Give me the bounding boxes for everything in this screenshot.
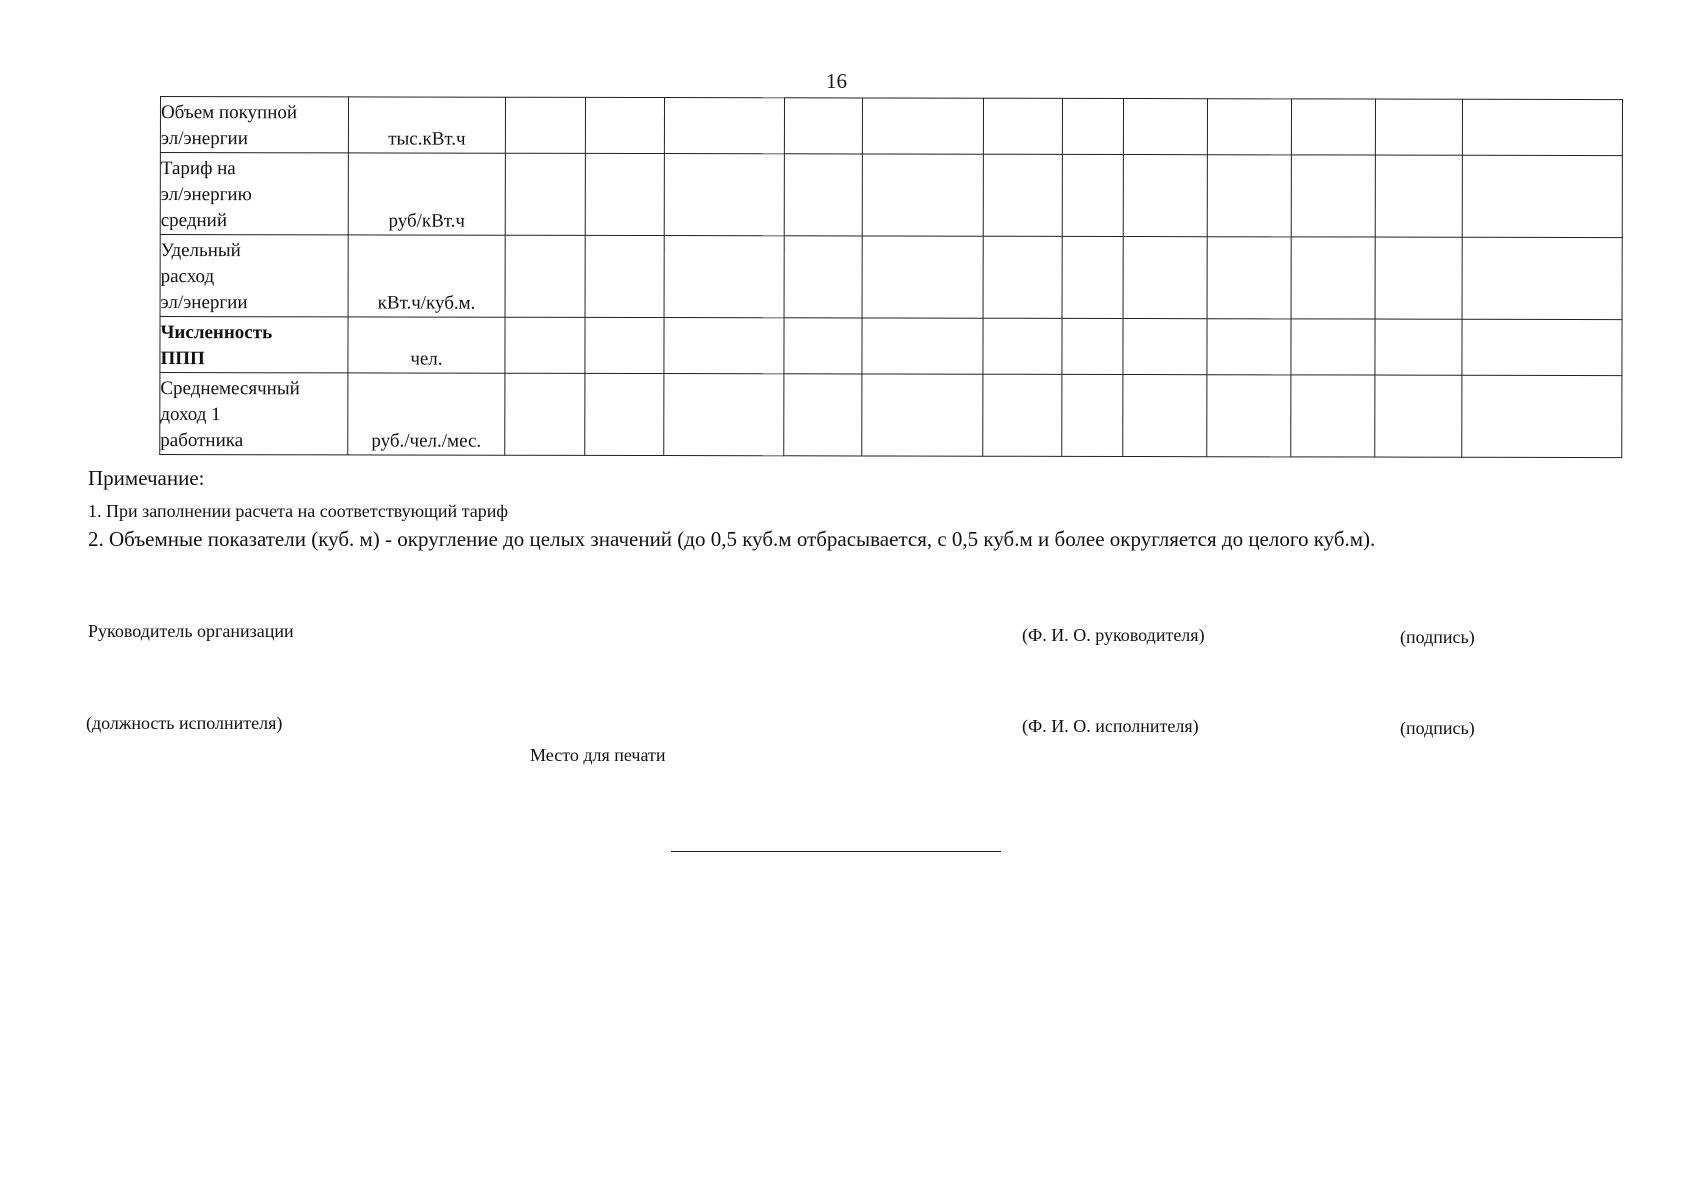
table-row (160, 97, 1622, 156)
empty-value-cell (784, 374, 862, 456)
stamp-place: Место для печати (530, 745, 666, 765)
row-label-line: работника (160, 430, 244, 452)
empty-value-cell (1291, 155, 1375, 237)
table-row (160, 317, 1622, 376)
empty-value-cell (505, 153, 585, 235)
row-unit: руб/кВт.ч (348, 153, 505, 235)
empty-value-cell (1207, 237, 1291, 319)
row-label (160, 153, 348, 235)
empty-value-cell (585, 153, 664, 235)
empty-value-cell (1462, 237, 1622, 319)
empty-value-cell (784, 236, 862, 318)
empty-value-cell (1375, 155, 1462, 237)
empty-value-cell (1062, 98, 1123, 154)
empty-value-cell (664, 318, 784, 374)
empty-value-cell (983, 98, 1062, 154)
empty-value-cell (505, 317, 585, 373)
row-label (160, 317, 348, 373)
empty-value-cell (862, 318, 983, 374)
empty-value-cell (1123, 375, 1207, 457)
row-unit: тыс.кВт.ч (348, 97, 505, 153)
empty-value-cell (585, 317, 664, 373)
empty-value-cell (505, 373, 585, 455)
empty-value-cell (1375, 99, 1462, 155)
executor-position-placeholder: (должность исполнителя) (86, 713, 283, 733)
page-number: 16 (826, 69, 847, 93)
empty-value-cell (983, 374, 1062, 456)
row-label-line: средний (160, 210, 228, 232)
empty-value-cell (1375, 319, 1462, 375)
empty-value-cell (664, 236, 784, 318)
empty-value-cell (1062, 154, 1123, 236)
empty-value-cell (1207, 155, 1291, 237)
row-unit: кВт.ч/куб.м. (348, 235, 505, 317)
empty-value-cell (983, 318, 1062, 374)
empty-value-cell (1207, 99, 1291, 155)
head-label: Руководитель организации (88, 621, 294, 641)
table-row (160, 235, 1622, 320)
empty-value-cell (1123, 237, 1207, 319)
empty-value-cell (1123, 319, 1207, 375)
empty-value-cell (784, 318, 862, 374)
empty-value-cell (983, 154, 1062, 236)
table-row (160, 153, 1622, 238)
empty-value-cell (585, 373, 664, 455)
executor-name-placeholder: (Ф. И. О. исполнителя) (1022, 716, 1199, 736)
empty-value-cell (862, 154, 983, 236)
empty-value-cell (1375, 237, 1462, 319)
empty-value-cell (585, 235, 664, 317)
closing-rule (671, 851, 1001, 852)
empty-value-cell (1291, 99, 1375, 155)
row-label-line: Тариф на (160, 158, 236, 180)
note-title: Примечание: (88, 466, 205, 490)
executor-signature-placeholder: (подпись) (1400, 718, 1475, 738)
empty-value-cell (505, 97, 585, 153)
empty-value-cell (1062, 236, 1123, 318)
row-label (160, 373, 348, 455)
row-label-line: эл/энергии (160, 128, 248, 150)
empty-value-cell (784, 154, 862, 236)
empty-value-cell (585, 97, 664, 153)
empty-value-cell (1062, 374, 1123, 456)
empty-value-cell (1123, 155, 1207, 237)
row-label-line: Среднемесячный (160, 378, 300, 400)
empty-value-cell (784, 98, 862, 154)
data-table (159, 96, 1623, 458)
empty-value-cell (862, 236, 983, 318)
empty-value-cell (1291, 237, 1375, 319)
empty-value-cell (862, 98, 983, 154)
head-signature-placeholder: (подпись) (1400, 627, 1475, 647)
row-label-line: ППП (160, 348, 205, 370)
empty-value-cell (1291, 375, 1375, 457)
row-label-line: эл/энергии (160, 292, 248, 314)
note-item-1: 1. При заполнении расчета на соответствующий тариф (88, 501, 509, 521)
row-label-line: Удельный (160, 240, 241, 262)
empty-value-cell (1462, 375, 1622, 457)
empty-value-cell (1207, 319, 1291, 375)
empty-value-cell (983, 236, 1062, 318)
empty-value-cell (1462, 319, 1622, 375)
row-label (160, 235, 348, 317)
table-row (160, 373, 1622, 458)
row-label-line: доход 1 (160, 404, 221, 426)
empty-value-cell (664, 374, 784, 456)
row-unit: руб./чел./мес. (348, 373, 505, 455)
row-label-line: Объем покупной (160, 102, 298, 124)
row-label (160, 97, 348, 153)
empty-value-cell (664, 154, 784, 236)
empty-value-cell (1462, 99, 1622, 155)
empty-value-cell (1375, 375, 1462, 457)
empty-value-cell (505, 235, 585, 317)
row-label-line: Численность (160, 322, 273, 344)
empty-value-cell (664, 98, 784, 154)
empty-value-cell (1123, 99, 1207, 155)
row-label-line: расход (160, 266, 215, 288)
empty-value-cell (1062, 318, 1123, 374)
empty-value-cell (1291, 319, 1375, 375)
row-label-line: эл/энергию (160, 184, 252, 206)
note-item-2: 2. Объемные показатели (куб. м) - округление до целых значений (до 0,5 куб.м отбрасывается, с 0,5 куб.м и более округляется до целого куб.м). (88, 527, 1376, 551)
empty-value-cell (1462, 155, 1622, 237)
empty-value-cell (862, 374, 983, 456)
empty-value-cell (1207, 375, 1291, 457)
row-unit: чел. (348, 317, 505, 373)
head-name-placeholder: (Ф. И. О. руководителя) (1022, 625, 1205, 645)
